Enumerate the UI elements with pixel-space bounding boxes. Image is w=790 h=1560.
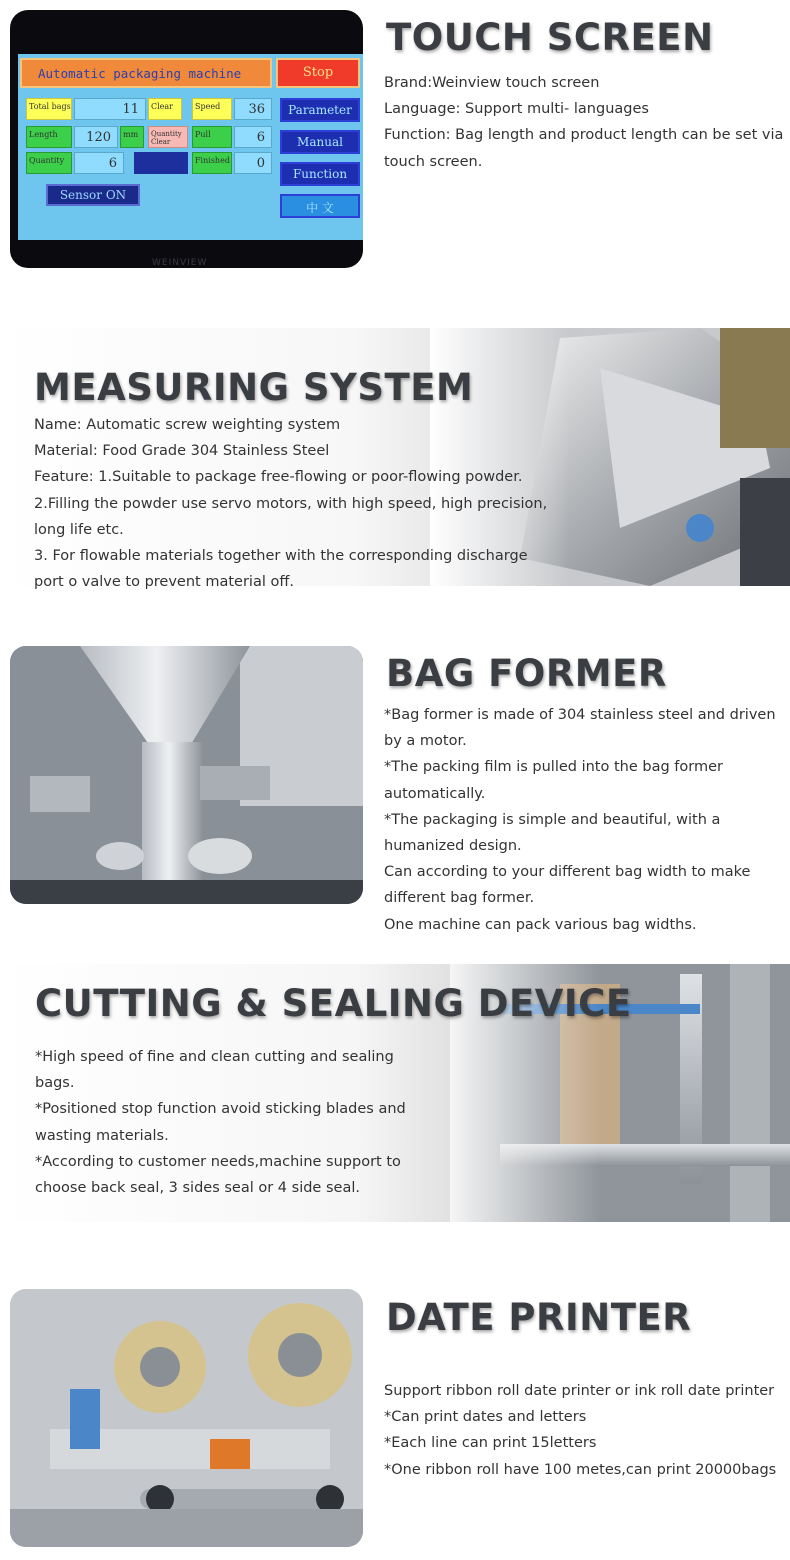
bagformer-line-4: automatically. xyxy=(384,785,486,802)
bagformer-line-5: *The packaging is simple and beautiful, with a xyxy=(384,811,721,828)
bag-former-image xyxy=(10,646,363,904)
bagformer-line-6: humanized design. xyxy=(384,838,522,855)
date-printer-heading: DATE PRINTER xyxy=(386,1296,692,1339)
bagformer-line-2: by a motor. xyxy=(384,733,467,750)
hmi-sensor-button: Sensor ON xyxy=(46,184,140,206)
hmi-quantity-value: 6 xyxy=(74,152,124,174)
cutting-sealing-heading: CUTTING & SEALING DEVICE xyxy=(35,982,632,1025)
date-printer-photo xyxy=(10,1289,363,1547)
cutting-line-6: choose back seal, 3 sides seal or 4 side seal. xyxy=(35,1180,360,1197)
touch-line-1: Brand:Weinview touch screen xyxy=(384,75,600,91)
hmi-pull-label: Pull xyxy=(192,126,232,148)
hmi-clear-label: Clear xyxy=(148,98,182,120)
cutting-line-5: *According to customer needs,machine support to xyxy=(35,1153,401,1170)
hmi-speed-label: Speed xyxy=(192,98,232,120)
hmi-pull-value: 6 xyxy=(234,126,272,148)
hmi-quantity-label: Quantity xyxy=(26,152,72,174)
bag-former-heading: BAG FORMER xyxy=(386,652,667,695)
hmi-length-label: Length xyxy=(26,126,72,148)
hmi-function-button: Function xyxy=(280,162,360,186)
bag-former-photo xyxy=(10,646,363,904)
touch-line-4: touch screen. xyxy=(384,153,483,170)
measuring-system-text xyxy=(34,412,554,595)
cutting-line-4: wasting materials. xyxy=(35,1127,169,1144)
hmi-speed-value: 36 xyxy=(234,98,272,120)
bagformer-line-1: *Bag former is made of 304 stainless steel and driven xyxy=(384,707,776,723)
measuring-system-heading: MEASURING SYSTEM xyxy=(34,366,474,409)
hmi-length-value: 120 xyxy=(74,126,118,148)
measuring-line-7: port o valve to prevent material off. xyxy=(34,574,294,591)
hmi-total-bags-value: 11 xyxy=(74,98,146,120)
printer-line-1: Support ribbon roll date printer or ink roll date printer xyxy=(384,1383,775,1399)
touch-screen-text xyxy=(384,70,784,175)
cutting-sealing-text xyxy=(35,1044,435,1201)
cutting-line-1: *High speed of fine and clean cutting and sealing xyxy=(35,1049,394,1065)
touch-screen-photo xyxy=(10,10,363,268)
hmi-total-bags-label: Total bags xyxy=(26,98,72,120)
bagformer-line-7: Can according to your different bag width to make xyxy=(384,864,751,881)
hmi-length-unit: mm xyxy=(120,126,144,148)
date-printer-image xyxy=(10,1289,363,1547)
printer-line-4: *One ribbon roll have 100 metes,can print 20000bags xyxy=(384,1461,777,1478)
cutting-line-3: *Positioned stop function avoid sticking blades and xyxy=(35,1101,406,1118)
hmi-title: Automatic packaging machine xyxy=(20,58,272,88)
touch-line-2: Language: Support multi- languages xyxy=(384,101,649,118)
measuring-line-5: long life etc. xyxy=(34,521,124,538)
hmi-language-button: 中 文 xyxy=(280,194,360,218)
bagformer-line-8: different bag former. xyxy=(384,890,535,907)
printer-line-3: *Each line can print 15letters xyxy=(384,1435,597,1452)
hmi-finished-label: Finished xyxy=(192,152,232,174)
measuring-line-4: 2.Filling the powder use servo motors, with high speed, high precision, xyxy=(34,495,548,512)
hmi-finished-value: 0 xyxy=(234,152,272,174)
hmi-manual-button: Manual xyxy=(280,130,360,154)
hmi-parameter-button: Parameter xyxy=(280,98,360,122)
touch-screen-heading: TOUCH SCREEN xyxy=(386,16,714,59)
touch-line-3: Function: Bag length and product length can be set via xyxy=(384,127,784,144)
bagformer-line-9: One machine can pack various bag widths. xyxy=(384,916,697,933)
bagformer-line-3: *The packing film is pulled into the bag former xyxy=(384,759,723,776)
printer-line-2: *Can print dates and letters xyxy=(384,1409,587,1426)
hmi-blank-key xyxy=(134,152,188,174)
cutting-line-2: bags. xyxy=(35,1075,75,1092)
measuring-line-1: Name: Automatic screw weighting system xyxy=(34,417,341,433)
measuring-line-2: Material: Food Grade 304 Stainless Steel xyxy=(34,443,330,460)
hmi-brand-mark: WEINVIEW xyxy=(152,258,208,268)
hmi-quantity-clear-label: Quantity Clear xyxy=(148,126,188,148)
bag-former-text xyxy=(384,702,784,938)
date-printer-text xyxy=(384,1378,789,1483)
measuring-line-6: 3. For flowable materials together with the corresponding discharge xyxy=(34,548,528,565)
measuring-line-3: Feature: 1.Suitable to package free-flowing or poor-flowing powder. xyxy=(34,469,523,486)
hmi-stop-button: Stop xyxy=(276,58,360,88)
